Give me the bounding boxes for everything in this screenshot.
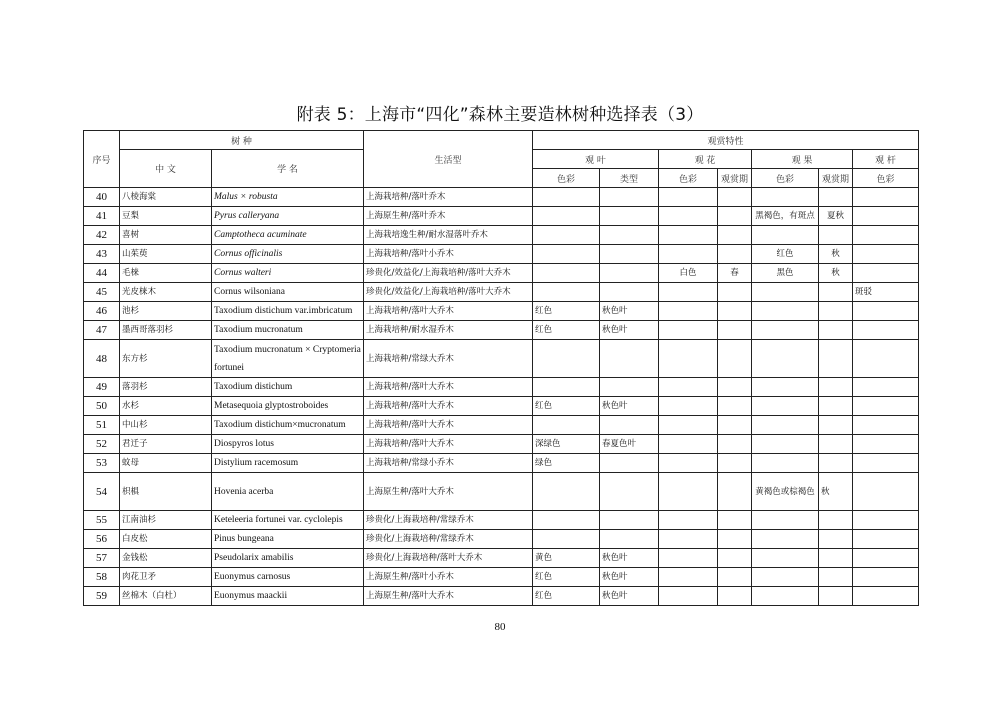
leaf-type-cell: 秋色叶 [600, 302, 659, 321]
fruit-color-cell: 红色 [752, 245, 819, 264]
scientific-name-cell: Camptotheca acuminate [212, 226, 364, 245]
fruit-period-cell [819, 226, 853, 245]
fruit-color-cell [752, 435, 819, 454]
chinese-name-cell: 蚊母 [120, 454, 212, 473]
table-row [84, 283, 919, 302]
scientific-name-cell: Taxodium distichum×mucronatum [212, 416, 364, 435]
chinese-name-cell: 毛梾 [120, 264, 212, 283]
header-stem-color: 色彩 [853, 169, 919, 188]
fruit-period-cell [819, 454, 853, 473]
fruit-period-cell [819, 568, 853, 587]
header-ornamental: 观赏特性 [533, 131, 919, 150]
fruit-period-cell [819, 302, 853, 321]
flower-period-cell [718, 416, 752, 435]
tree-species-table [83, 130, 919, 606]
stem-color-cell [853, 397, 919, 416]
chinese-name-cell: 白皮松 [120, 530, 212, 549]
scientific-name-cell: Cornus walteri [212, 264, 364, 283]
fruit-color-cell [752, 378, 819, 397]
stem-color-cell [853, 435, 919, 454]
stem-color-cell [853, 226, 919, 245]
chinese-name-cell: 水杉 [120, 397, 212, 416]
row-number-cell: 41 [84, 207, 120, 226]
header-leaf-type: 类型 [600, 169, 659, 188]
flower-color-cell [659, 587, 718, 606]
flower-color-cell [659, 245, 718, 264]
leaf-type-cell [600, 264, 659, 283]
flower-color-cell [659, 378, 718, 397]
stem-color-cell [853, 302, 919, 321]
fruit-period-cell [819, 416, 853, 435]
flower-color-cell [659, 207, 718, 226]
stem-color-cell [853, 245, 919, 264]
flower-period-cell [718, 568, 752, 587]
table-row [84, 340, 919, 378]
fruit-period-cell [819, 530, 853, 549]
row-number-cell: 55 [84, 511, 120, 530]
flower-color-cell [659, 568, 718, 587]
stem-color-cell [853, 416, 919, 435]
row-number-cell: 46 [84, 302, 120, 321]
chinese-name-cell: 喜树 [120, 226, 212, 245]
row-number-cell: 53 [84, 454, 120, 473]
leaf-type-cell [600, 511, 659, 530]
scientific-name-cell: Taxodium mucronatum × Cryptomeria fortunei [212, 340, 364, 378]
chinese-name-cell: 池杉 [120, 302, 212, 321]
leaf-color-cell [533, 207, 600, 226]
fruit-period-cell [819, 188, 853, 207]
fruit-color-cell: 黑褐色，有斑点 [752, 207, 819, 226]
page-title: 附表 5：上海市“四化”森林主要造林树种选择表（3） [296, 105, 704, 125]
life-form-cell: 上海栽培种/落叶大乔木 [364, 416, 533, 435]
scientific-name-cell: Diospyros lotus [212, 435, 364, 454]
life-form-cell: 上海栽培种/常绿大乔木 [364, 340, 533, 378]
table-row [84, 207, 919, 226]
fruit-color-cell [752, 321, 819, 340]
flower-color-cell [659, 435, 718, 454]
scientific-name-cell: Distylium racemosum [212, 454, 364, 473]
flower-period-cell [718, 454, 752, 473]
leaf-color-cell [533, 188, 600, 207]
fruit-color-cell [752, 188, 819, 207]
leaf-type-cell: 秋色叶 [600, 397, 659, 416]
flower-period-cell [718, 397, 752, 416]
chinese-name-cell: 落羽杉 [120, 378, 212, 397]
leaf-color-cell [533, 264, 600, 283]
scientific-name-cell: Cornus officinalis [212, 245, 364, 264]
leaf-color-cell [533, 511, 600, 530]
life-form-cell: 上海栽培逸生种/耐水湿落叶乔木 [364, 226, 533, 245]
life-form-cell: 上海栽培种/耐水湿乔木 [364, 321, 533, 340]
page-number: 80 [494, 621, 506, 633]
leaf-type-cell [600, 473, 659, 511]
fruit-color-cell [752, 397, 819, 416]
flower-period-cell [718, 378, 752, 397]
flower-period-cell [718, 530, 752, 549]
stem-color-cell [853, 568, 919, 587]
row-number-cell: 54 [84, 473, 120, 511]
fruit-period-cell: 秋 [819, 473, 853, 511]
row-number-cell: 58 [84, 568, 120, 587]
scientific-name-cell: Euonymus maackii [212, 587, 364, 606]
flower-period-cell [718, 587, 752, 606]
header-fruit-period: 观赏期 [819, 169, 853, 188]
chinese-name-cell: 君迁子 [120, 435, 212, 454]
fruit-period-cell [819, 435, 853, 454]
table-row [84, 568, 919, 587]
stem-color-cell [853, 549, 919, 568]
life-form-cell: 珍贵化/上海栽培种/常绿乔木 [364, 530, 533, 549]
flower-period-cell [718, 302, 752, 321]
row-number-cell: 51 [84, 416, 120, 435]
fruit-period-cell [819, 397, 853, 416]
leaf-color-cell: 黄色 [533, 549, 600, 568]
stem-color-cell [853, 264, 919, 283]
row-number-cell: 47 [84, 321, 120, 340]
flower-color-cell [659, 530, 718, 549]
life-form-cell: 上海原生种/落叶大乔木 [364, 587, 533, 606]
life-form-cell: 上海栽培种/落叶大乔木 [364, 435, 533, 454]
row-number-cell: 56 [84, 530, 120, 549]
life-form-cell: 上海栽培种/落叶大乔木 [364, 378, 533, 397]
table-row [84, 321, 919, 340]
chinese-name-cell: 枳椇 [120, 473, 212, 511]
scientific-name-cell: Malus × robusta [212, 188, 364, 207]
life-form-cell: 上海栽培种/落叶大乔木 [364, 302, 533, 321]
flower-color-cell [659, 321, 718, 340]
flower-color-cell: 白色 [659, 264, 718, 283]
leaf-type-cell: 秋色叶 [600, 568, 659, 587]
life-form-cell: 珍贵化/上海栽培种/落叶大乔木 [364, 549, 533, 568]
table-row [84, 378, 919, 397]
flower-period-cell [718, 245, 752, 264]
leaf-color-cell [533, 340, 600, 378]
leaf-color-cell: 红色 [533, 321, 600, 340]
header-seq: 序号 [84, 131, 120, 188]
leaf-type-cell [600, 283, 659, 302]
leaf-color-cell: 红色 [533, 397, 600, 416]
leaf-type-cell [600, 416, 659, 435]
fruit-period-cell: 夏秋 [819, 207, 853, 226]
leaf-type-cell [600, 226, 659, 245]
life-form-cell: 珍贵化/效益化/上海栽培种/落叶大乔木 [364, 283, 533, 302]
flower-period-cell [718, 188, 752, 207]
flower-color-cell [659, 397, 718, 416]
leaf-color-cell [533, 416, 600, 435]
header-chinese: 中 文 [120, 150, 212, 188]
fruit-period-cell [819, 549, 853, 568]
stem-color-cell [853, 530, 919, 549]
fruit-color-cell: 黄褐色或棕褐色 [752, 473, 819, 511]
chinese-name-cell: 豆梨 [120, 207, 212, 226]
leaf-type-cell: 春夏色叶 [600, 435, 659, 454]
leaf-type-cell [600, 188, 659, 207]
chinese-name-cell: 山茱萸 [120, 245, 212, 264]
header-flower-period: 观赏期 [718, 169, 752, 188]
flower-color-cell [659, 549, 718, 568]
flower-color-cell [659, 226, 718, 245]
fruit-color-cell [752, 226, 819, 245]
table-row [84, 226, 919, 245]
scientific-name-cell: Metasequoia glyptostroboides [212, 397, 364, 416]
scientific-name-cell: Taxodium mucronatum [212, 321, 364, 340]
flower-period-cell [718, 435, 752, 454]
flower-period-cell [718, 321, 752, 340]
fruit-color-cell [752, 530, 819, 549]
fruit-color-cell [752, 587, 819, 606]
flower-period-cell [718, 511, 752, 530]
leaf-color-cell: 绿色 [533, 454, 600, 473]
stem-color-cell [853, 454, 919, 473]
fruit-color-cell [752, 454, 819, 473]
life-form-cell: 上海栽培种/落叶乔木 [364, 188, 533, 207]
chinese-name-cell: 八棱海棠 [120, 188, 212, 207]
table-row [84, 188, 919, 207]
stem-color-cell [853, 321, 919, 340]
stem-color-cell [853, 207, 919, 226]
leaf-type-cell: 秋色叶 [600, 321, 659, 340]
flower-color-cell [659, 511, 718, 530]
fruit-period-cell [819, 511, 853, 530]
header-species: 树 种 [120, 131, 364, 150]
leaf-type-cell [600, 340, 659, 378]
header-stem: 观 杆 [853, 150, 919, 169]
flower-color-cell [659, 340, 718, 378]
fruit-period-cell [819, 378, 853, 397]
flower-period-cell [718, 207, 752, 226]
table-row [84, 264, 919, 283]
leaf-type-cell [600, 245, 659, 264]
table-row [84, 549, 919, 568]
fruit-color-cell [752, 283, 819, 302]
life-form-cell: 上海原生种/落叶大乔木 [364, 473, 533, 511]
table-row [84, 530, 919, 549]
header-fruit-color: 色彩 [752, 169, 819, 188]
header-scientific: 学 名 [212, 150, 364, 188]
scientific-name-cell: Hovenia acerba [212, 473, 364, 511]
stem-color-cell [853, 378, 919, 397]
leaf-color-cell [533, 378, 600, 397]
leaf-color-cell [533, 530, 600, 549]
stem-color-cell [853, 587, 919, 606]
flower-color-cell [659, 416, 718, 435]
leaf-type-cell: 秋色叶 [600, 549, 659, 568]
chinese-name-cell: 江南油杉 [120, 511, 212, 530]
fruit-color-cell: 黑色 [752, 264, 819, 283]
flower-color-cell [659, 473, 718, 511]
leaf-type-cell [600, 207, 659, 226]
table-row [84, 245, 919, 264]
stem-color-cell [853, 340, 919, 378]
chinese-name-cell: 金钱松 [120, 549, 212, 568]
row-number-cell: 52 [84, 435, 120, 454]
scientific-name-cell: Pyrus calleryana [212, 207, 364, 226]
life-form-cell: 珍贵化/上海栽培种/常绿乔木 [364, 511, 533, 530]
table-row [84, 454, 919, 473]
leaf-type-cell [600, 530, 659, 549]
fruit-period-cell [819, 587, 853, 606]
table-row [84, 587, 919, 606]
chinese-name-cell: 东方杉 [120, 340, 212, 378]
leaf-color-cell [533, 226, 600, 245]
scientific-name-cell: Pseudolarix amabilis [212, 549, 364, 568]
flower-period-cell [718, 226, 752, 245]
row-number-cell: 57 [84, 549, 120, 568]
life-form-cell: 上海栽培种/常绿小乔木 [364, 454, 533, 473]
leaf-color-cell: 红色 [533, 587, 600, 606]
stem-color-cell [853, 188, 919, 207]
scientific-name-cell: Taxodium distichum var.imbricatum [212, 302, 364, 321]
leaf-color-cell [533, 283, 600, 302]
scientific-name-cell: Pinus bungeana [212, 530, 364, 549]
flower-period-cell [718, 283, 752, 302]
life-form-cell: 珍贵化/效益化/上海栽培种/落叶大乔木 [364, 264, 533, 283]
fruit-color-cell [752, 549, 819, 568]
life-form-cell: 上海栽培种/落叶大乔木 [364, 397, 533, 416]
chinese-name-cell: 丝棉木（白杜） [120, 587, 212, 606]
flower-color-cell [659, 302, 718, 321]
flower-period-cell: 春 [718, 264, 752, 283]
table-row [84, 397, 919, 416]
row-number-cell: 44 [84, 264, 120, 283]
header-life-form: 生活型 [364, 131, 533, 188]
header-flower: 观 花 [659, 150, 752, 169]
life-form-cell: 上海栽培种/落叶小乔木 [364, 245, 533, 264]
chinese-name-cell: 墨西哥落羽杉 [120, 321, 212, 340]
flower-color-cell [659, 188, 718, 207]
leaf-color-cell: 深绿色 [533, 435, 600, 454]
scientific-name-cell: Cornus wilsoniana [212, 283, 364, 302]
fruit-period-cell: 秋 [819, 264, 853, 283]
table-row [84, 302, 919, 321]
flower-period-cell [718, 340, 752, 378]
table-row [84, 473, 919, 511]
leaf-color-cell [533, 473, 600, 511]
table-row [84, 416, 919, 435]
leaf-type-cell [600, 454, 659, 473]
row-number-cell: 50 [84, 397, 120, 416]
stem-color-cell [853, 473, 919, 511]
leaf-color-cell: 红色 [533, 568, 600, 587]
table-row [84, 435, 919, 454]
header-flower-color: 色彩 [659, 169, 718, 188]
fruit-period-cell [819, 321, 853, 340]
row-number-cell: 42 [84, 226, 120, 245]
scientific-name-cell: Keteleeria fortunei var. cyclolepis [212, 511, 364, 530]
life-form-cell: 上海原生种/落叶乔木 [364, 207, 533, 226]
life-form-cell: 上海原生种/落叶小乔木 [364, 568, 533, 587]
stem-color-cell: 斑驳 [853, 283, 919, 302]
fruit-period-cell [819, 340, 853, 378]
flower-color-cell [659, 283, 718, 302]
chinese-name-cell: 光皮梾木 [120, 283, 212, 302]
flower-period-cell [718, 549, 752, 568]
leaf-type-cell: 秋色叶 [600, 587, 659, 606]
row-number-cell: 43 [84, 245, 120, 264]
header-fruit: 观 果 [752, 150, 853, 169]
flower-period-cell [718, 473, 752, 511]
row-number-cell: 49 [84, 378, 120, 397]
fruit-period-cell: 秋 [819, 245, 853, 264]
row-number-cell: 59 [84, 587, 120, 606]
fruit-color-cell [752, 511, 819, 530]
fruit-color-cell [752, 340, 819, 378]
fruit-color-cell [752, 568, 819, 587]
chinese-name-cell: 中山杉 [120, 416, 212, 435]
table-body [84, 188, 919, 606]
flower-color-cell [659, 454, 718, 473]
row-number-cell: 40 [84, 188, 120, 207]
leaf-type-cell [600, 378, 659, 397]
header-leaf-color: 色彩 [533, 169, 600, 188]
header-leaf: 观 叶 [533, 150, 659, 169]
fruit-period-cell [819, 283, 853, 302]
leaf-color-cell: 红色 [533, 302, 600, 321]
table-row [84, 511, 919, 530]
scientific-name-cell: Taxodium distichum [212, 378, 364, 397]
scientific-name-cell: Euonymus carnosus [212, 568, 364, 587]
row-number-cell: 48 [84, 340, 120, 378]
leaf-color-cell [533, 245, 600, 264]
stem-color-cell [853, 511, 919, 530]
chinese-name-cell: 肉花卫矛 [120, 568, 212, 587]
fruit-color-cell [752, 302, 819, 321]
fruit-color-cell [752, 416, 819, 435]
row-number-cell: 45 [84, 283, 120, 302]
